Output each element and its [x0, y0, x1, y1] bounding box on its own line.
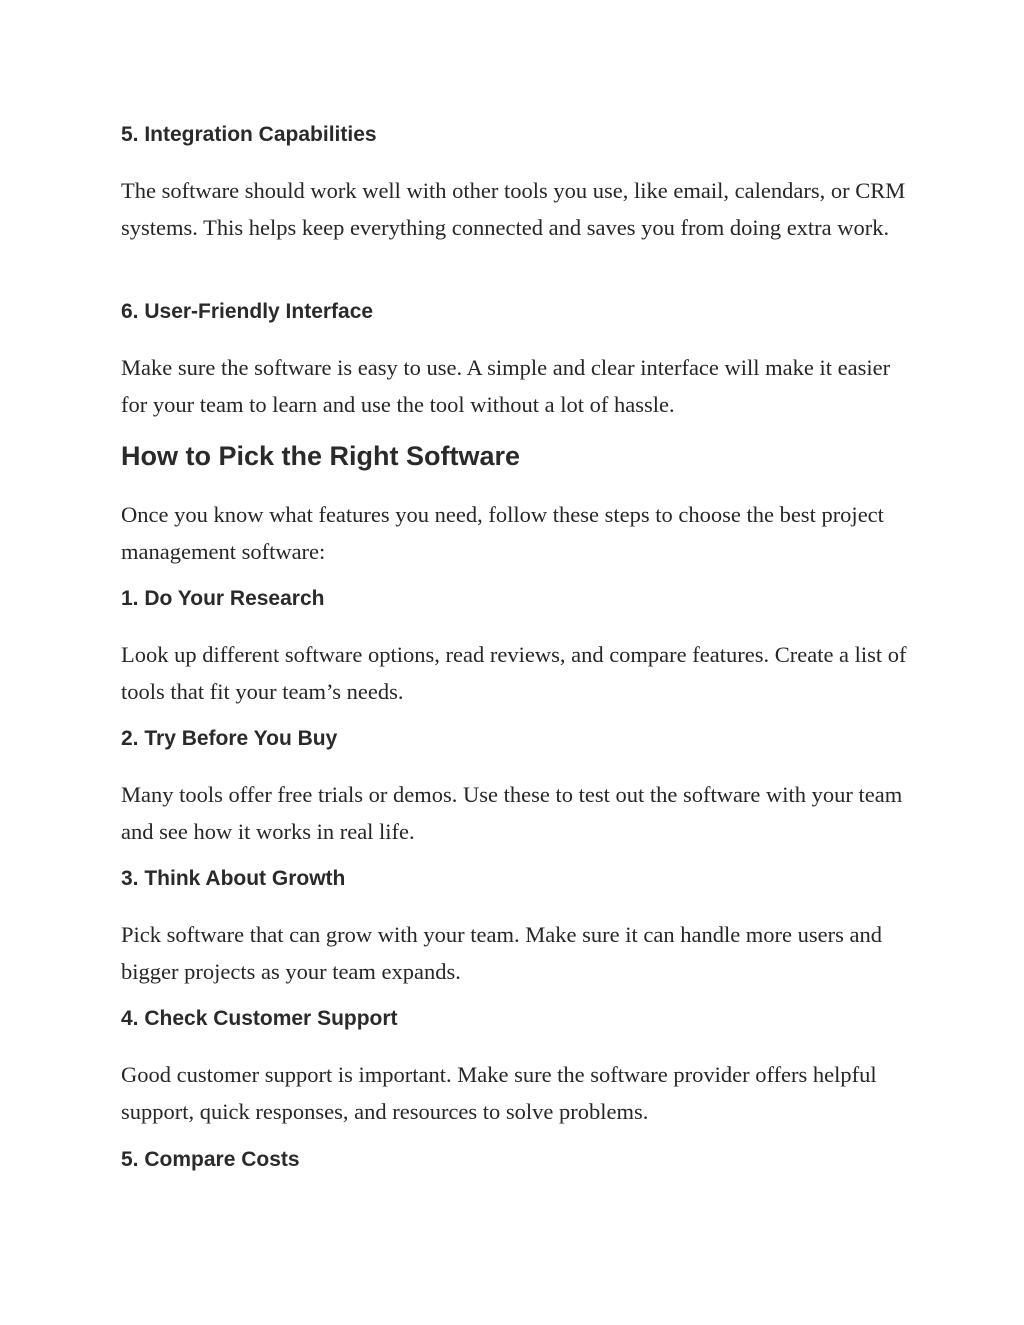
heading-try-before-you-buy: 2. Try Before You Buy	[121, 727, 338, 750]
paragraph-do-your-research: Look up different software options, read reviews, and compare features. Create a list of tools that fit your team’s needs.	[121, 642, 907, 704]
heading-user-friendly-interface: 6. User-Friendly Interface	[121, 300, 374, 323]
paragraph-user-friendly-interface: Make sure the software is easy to use. A simple and clear interface will make it easier for your team to learn and use the tool without a lot of hassle.	[121, 355, 891, 417]
heading-integration-capabilities: 5. Integration Capabilities	[121, 123, 377, 146]
heading-check-customer-support: 4. Check Customer Support	[121, 1007, 398, 1030]
paragraph-try-before-you-buy: Many tools offer free trials or demos. Use these to test out the software with your team and see how it works in real life.	[121, 782, 903, 844]
paragraph-integration-capabilities: The software should work well with other tools you use, like email, calendars, or CRM systems. This helps keep everything connected and saves you from doing extra work.	[121, 178, 906, 240]
heading-how-to-pick: How to Pick the Right Software	[121, 441, 521, 471]
heading-think-about-growth: 3. Think About Growth	[121, 867, 346, 890]
heading-compare-costs: 5. Compare Costs	[121, 1148, 300, 1171]
heading-do-your-research: 1. Do Your Research	[121, 587, 325, 610]
paragraph-check-customer-support: Good customer support is important. Make sure the software provider offers helpful support, quick responses, and resources to solve problems.	[121, 1062, 877, 1124]
paragraph-think-about-growth: Pick software that can grow with your team. Make sure it can handle more users and bigger projects as your team expands.	[121, 922, 883, 984]
paragraph-how-to-pick-intro: Once you know what features you need, follow these steps to choose the best project management software:	[121, 502, 884, 564]
